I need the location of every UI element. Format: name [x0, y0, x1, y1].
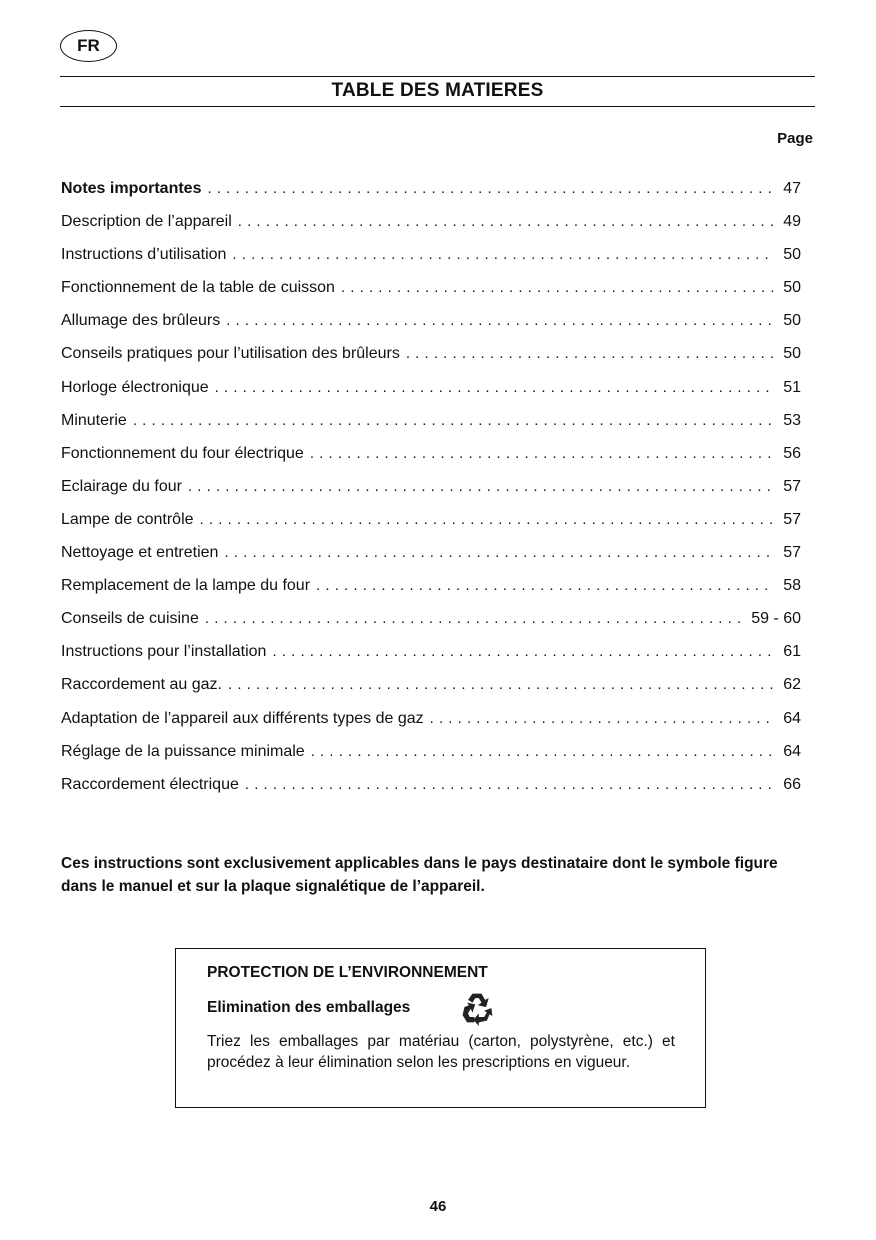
toc-leader-dots	[226, 312, 774, 329]
toc-entry-page: 50	[783, 279, 801, 297]
toc-entry-page: 47	[783, 180, 801, 197]
language-badge: FR	[60, 30, 117, 62]
toc-entry-label: Conseils pratiques pour l’utilisation des brûleurs	[61, 345, 400, 363]
toc-entry-page: 50	[783, 312, 801, 330]
toc-entry-page: 51	[783, 378, 801, 396]
title-rule-top	[60, 76, 815, 77]
toc-leader-dots	[215, 379, 775, 396]
toc-entry	[61, 610, 801, 643]
toc-entry	[61, 412, 801, 445]
toc-entry-page: 57	[783, 544, 801, 562]
recycle-icon	[459, 990, 495, 1026]
toc-entry-page: 53	[783, 411, 801, 429]
toc-entry	[61, 511, 801, 544]
toc-entry-page: 61	[783, 643, 801, 661]
toc-entry	[61, 743, 801, 776]
toc-leader-dots	[200, 511, 775, 528]
environment-text: Triez les emballages par matériau (carton, polystyrène, etc.) et procédez à leur élimination selon les prescriptions en vigueur.	[207, 1033, 675, 1071]
toc-entry-label: Lampe de contrôle	[61, 510, 194, 528]
toc-entry-page: 64	[783, 742, 801, 760]
page-column-label: Page	[777, 130, 813, 147]
toc-entry	[61, 246, 801, 279]
toc-entry-label: Eclairage du four	[61, 477, 182, 495]
toc-entry-label: Conseils de cuisine	[61, 610, 199, 628]
toc-entry	[61, 478, 801, 511]
environment-subtitle: Elimination des emballages	[207, 999, 411, 1016]
toc-entry-page: 64	[783, 709, 801, 727]
page-title: TABLE DES MATIERES	[331, 80, 544, 101]
title-rule-bottom	[60, 106, 815, 107]
toc-leader-dots	[316, 577, 774, 594]
toc-entry-label: Raccordement électrique	[61, 775, 239, 793]
toc-leader-dots	[207, 180, 774, 197]
toc-entry	[61, 445, 801, 478]
toc-entry-label: Minuterie	[61, 411, 127, 429]
toc-leader-dots	[133, 412, 774, 429]
toc-entry	[61, 776, 801, 809]
toc-entry-label: Instructions pour l’installation	[61, 643, 267, 661]
toc-entry-page: 49	[783, 213, 801, 231]
environment-box	[175, 948, 706, 1108]
toc-entry	[61, 213, 801, 246]
toc-entry-page: 56	[783, 444, 801, 462]
toc-leader-dots	[310, 445, 774, 462]
toc-entry	[61, 379, 801, 412]
toc-entry-label: Horloge électronique	[61, 378, 209, 396]
toc-entry	[61, 544, 801, 577]
table-of-contents	[61, 180, 801, 809]
toc-entry-page: 62	[783, 676, 801, 694]
toc-leader-dots	[232, 246, 774, 263]
toc-entry	[61, 577, 801, 610]
toc-leader-dots	[430, 710, 775, 727]
toc-entry-page: 57	[783, 477, 801, 495]
toc-entry-page: 66	[783, 775, 801, 793]
page-number: 46	[429, 1198, 447, 1215]
toc-leader-dots	[205, 610, 742, 627]
toc-leader-dots	[224, 544, 774, 561]
toc-entry-page: 57	[783, 510, 801, 528]
toc-entry-label: Fonctionnement du four électrique	[61, 444, 304, 462]
environment-title: PROTECTION DE L’ENVIRONNEMENT	[207, 964, 488, 981]
toc-entry	[61, 180, 801, 213]
toc-entry	[61, 710, 801, 743]
applicability-note: Ces instructions sont exclusivement applicables dans le pays destinataire dont le symbole figure dans le manuel et sur la plaque signalétique de l’appareil.	[61, 855, 778, 895]
toc-entry-label: Nettoyage et entretien	[61, 544, 219, 562]
toc-entry-label: Réglage de la puissance minimale	[61, 742, 305, 760]
toc-leader-dots	[272, 643, 774, 660]
toc-entry	[61, 643, 801, 676]
toc-leader-dots	[238, 213, 774, 230]
toc-entry-label: Description de l’appareil	[61, 213, 232, 231]
toc-leader-dots	[228, 676, 774, 693]
toc-entry-page: 58	[783, 577, 801, 595]
toc-entry-label: Fonctionnement de la table de cuisson	[61, 279, 335, 297]
toc-entry-label: Adaptation de l’appareil aux différents types de gaz	[61, 709, 424, 727]
toc-entry	[61, 676, 801, 709]
toc-entry-label: Remplacement de la lampe du four	[61, 577, 311, 595]
toc-leader-dots	[406, 345, 774, 362]
toc-leader-dots	[341, 279, 774, 296]
toc-leader-dots	[311, 743, 775, 760]
toc-entry	[61, 279, 801, 312]
toc-entry-label: Instructions d’utilisation	[61, 246, 227, 264]
toc-entry	[61, 345, 801, 378]
toc-entry-label: Notes importantes	[61, 180, 202, 197]
toc-entry	[61, 312, 801, 345]
toc-entry-label: Allumage des brûleurs	[61, 312, 221, 330]
toc-entry-page: 50	[783, 246, 801, 264]
toc-entry-page: 50	[783, 345, 801, 363]
toc-entry-page: 59 - 60	[751, 610, 801, 628]
toc-entry-label: Raccordement au gaz.	[61, 676, 222, 694]
toc-leader-dots	[188, 478, 774, 495]
toc-leader-dots	[245, 776, 774, 793]
